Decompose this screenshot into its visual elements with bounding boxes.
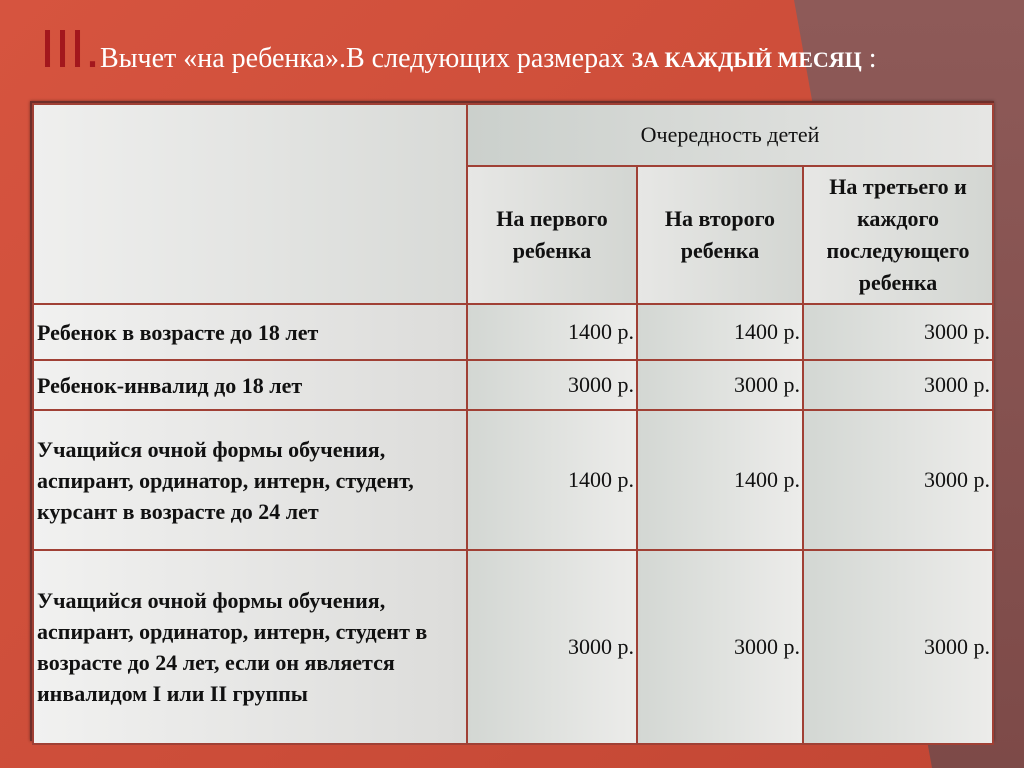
section-number: III.	[40, 19, 101, 79]
table-row	[33, 410, 993, 550]
column-header-first: На первого ребенка	[467, 166, 637, 304]
row-value: 1400 р.	[637, 410, 803, 550]
row-value: 3000 р.	[637, 550, 803, 744]
title-caps-text: ЗА КАЖДЫЙ МЕСЯЦ	[631, 47, 862, 72]
row-value: 3000 р.	[803, 410, 993, 550]
deduction-table	[30, 101, 994, 741]
table-corner-cell	[33, 104, 467, 304]
row-value: 1400 р.	[467, 410, 637, 550]
row-label: Ребенок в возрасте до 18 лет	[33, 304, 467, 360]
row-value: 3000 р.	[467, 550, 637, 744]
row-label: Учащийся очной формы обучения, аспирант, ординатор, интерн, студент, курсант в возрасте до 24 лет	[33, 410, 467, 550]
title-main-text: Вычет «на ребенка».В следующих размерах	[100, 43, 632, 74]
row-value: 3000 р.	[803, 304, 993, 360]
row-value: 3000 р.	[467, 360, 637, 410]
table-row	[33, 360, 993, 410]
row-label: Учащийся очной формы обучения, аспирант, ординатор, интерн, студент в возрасте до 24 лет, если он является инвалидом I или II группы	[33, 550, 467, 744]
column-header-third: На третьего и каждого последующего ребенка	[803, 166, 993, 304]
row-value: 3000 р.	[637, 360, 803, 410]
slide-title	[40, 18, 1004, 88]
row-value: 3000 р.	[803, 550, 993, 744]
group-header: Очередность детей	[467, 104, 993, 166]
row-value: 3000 р.	[803, 360, 993, 410]
row-value: 1400 р.	[637, 304, 803, 360]
deduction-table-grid	[32, 103, 994, 745]
row-value: 1400 р.	[467, 304, 637, 360]
row-label: Ребенок-инвалид до 18 лет	[33, 360, 467, 410]
column-header-second: На второго ребенка	[637, 166, 803, 304]
table-row	[33, 550, 993, 744]
table-row	[33, 304, 993, 360]
title-end: :	[861, 43, 877, 74]
